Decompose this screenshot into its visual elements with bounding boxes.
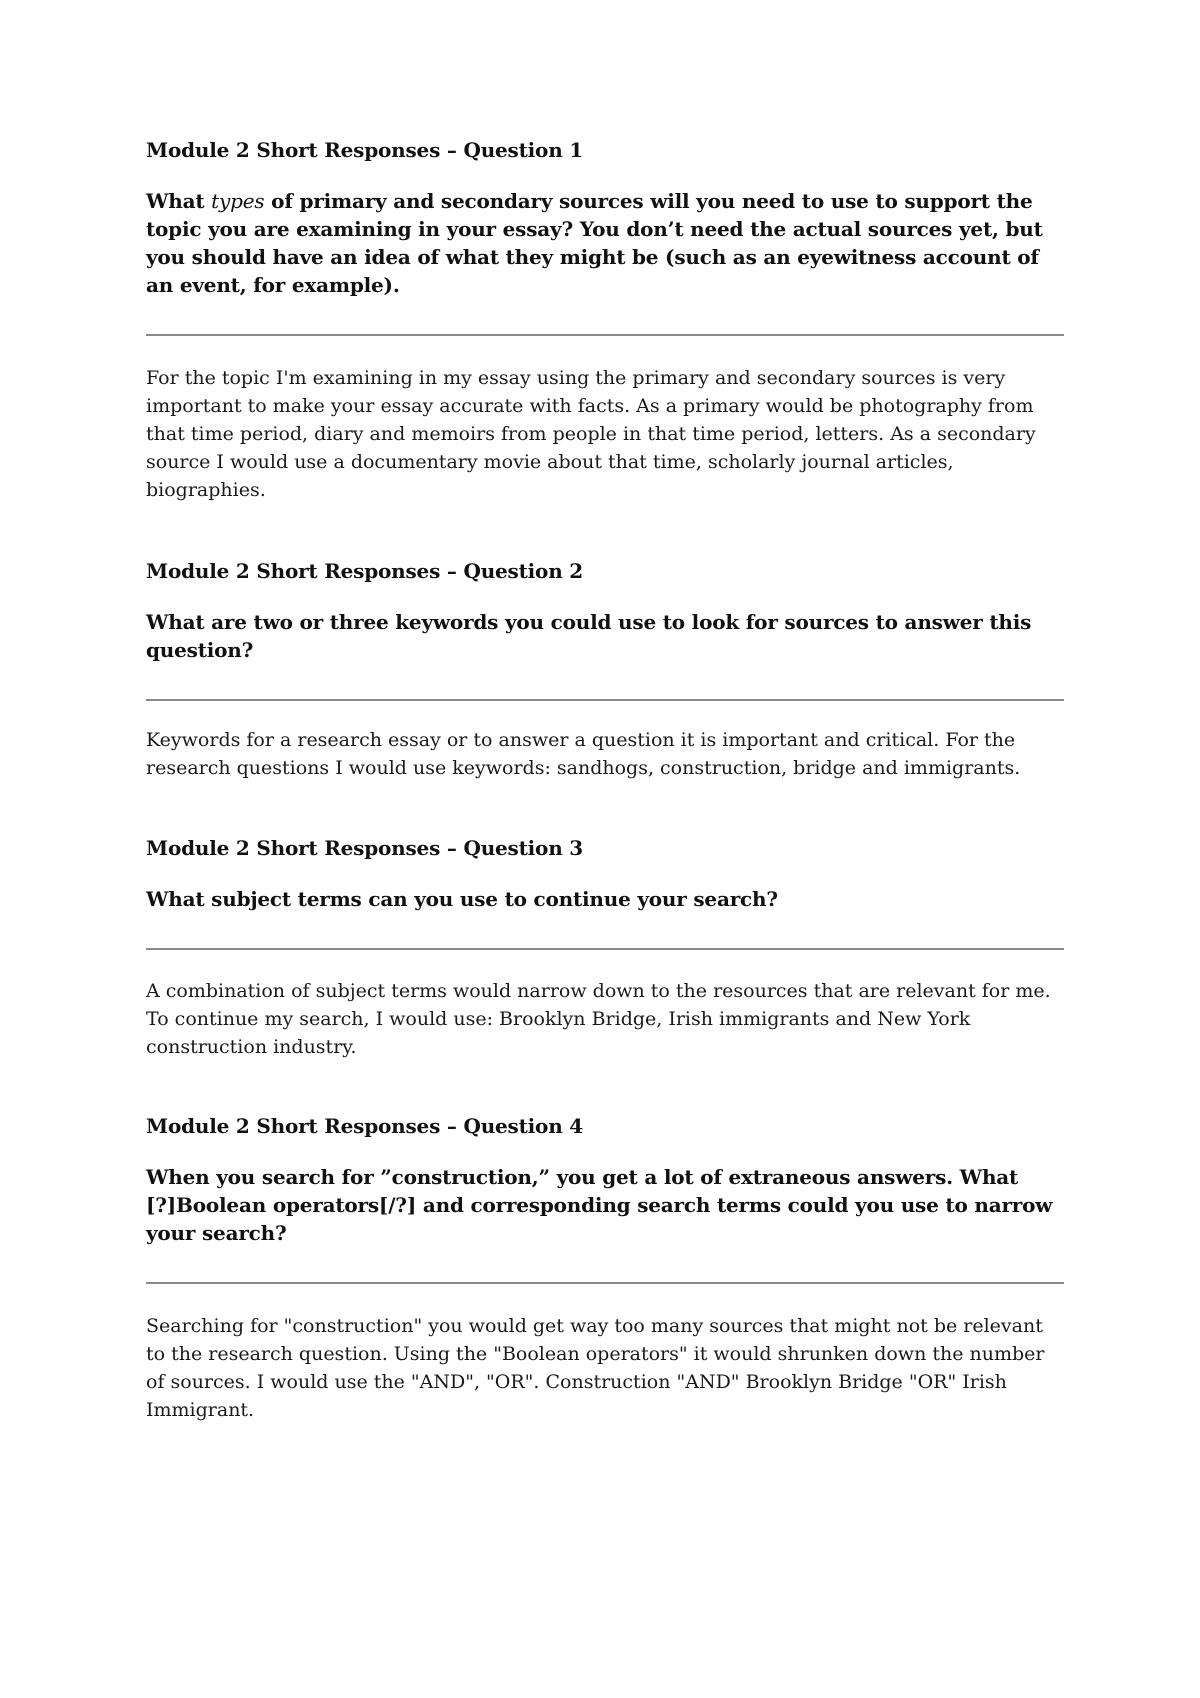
question-heading: Module 2 Short Responses – Question 3 [146, 836, 584, 860]
question-heading: Module 2 Short Responses – Question 1 [146, 138, 584, 162]
question-prompt: What subject terms can you use to continue your search? [146, 887, 778, 911]
question-prompt: When you search for ”construction,” you get a lot of extraneous answers. What [?]Boolean operators[/?] and corresponding search terms could you use to narrow your search? [146, 1165, 1053, 1245]
answer-text: For the topic I'm examining in my essay using the primary and secondary sources is very important to make your essay accurate with facts. As a primary would be photography from that time period, diary and memoirs from people in that time period, letters. As a secondary source I would use a documentary movie about that time, scholarly journal articles, biographies. [146, 367, 1036, 501]
question-prompt-emphasis: types [211, 189, 265, 213]
question-heading: Module 2 Short Responses – Question 2 [146, 559, 584, 583]
answer-text: Searching for "construction" you would get way too many sources that might not be relevant to the research question. Using the "Boolean operators" it would shrunken down the number of sources. I would use the "AND", "OR". Construction "AND" Brooklyn Bridge "OR" Irish Immigrant. [146, 1315, 1045, 1421]
question-section-3 [146, 834, 1066, 1061]
question-prompt-rest: of primary and secondary sources will you need to use to support the topic you are examining in your essay? You don’t need the actual sources yet, but you should have an idea of what they might be (such as an eyewitness account of an event, for example). [146, 189, 1043, 297]
question-section-2 [146, 557, 1066, 782]
question-section-4 [146, 1112, 1066, 1424]
question-heading: Module 2 Short Responses – Question 4 [146, 1114, 584, 1138]
answer-text: Keywords for a research essay or to answer a question it is important and critical. For the research questions I would use keywords: sandhogs, construction, bridge and immigrants. [146, 729, 1021, 779]
question-prompt [146, 187, 1066, 299]
document-body [146, 136, 1066, 1424]
question-section-1 [146, 136, 1066, 504]
question-prompt-start: What [146, 189, 212, 213]
question-prompt: What are two or three keywords you could use to look for sources to answer this question? [146, 610, 1032, 662]
answer-text: A combination of subject terms would narrow down to the resources that are relevant for me. To continue my search, I would use: Brooklyn Bridge, Irish immigrants and New York construction industry. [146, 980, 1051, 1058]
